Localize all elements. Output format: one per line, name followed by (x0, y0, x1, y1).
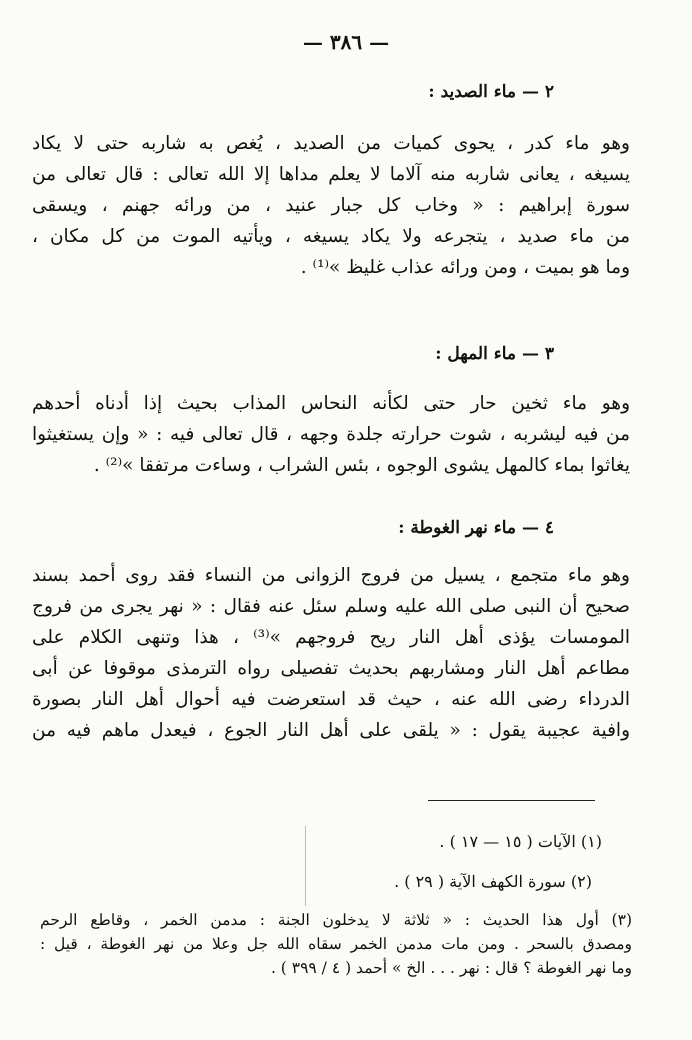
text-line: الدرداء رضى الله عنه ، حيث قد استعرضت فيه أحوال أهل النار بصورة (32, 689, 630, 710)
text-line: المومسات يؤذى أهل النار ريح فروجهم »⁽³⁾ ، هذا وتنهى الكلام على (32, 627, 630, 648)
text-line: من ماء صديد ، يتجرعه ولا يكاد يسيغه ، ويأتيه الموت من كل مكان ، (32, 226, 630, 247)
footnote-line: ومصدق بالسحر . ومن مات مدمن الخمر سقاه الله جل وعلا من نهر الغوطة ، قيل : (40, 935, 632, 953)
text-line: سورة إبراهيم : « وخاب كل جبار عنيد ، من ورائه جهنم ، ويسقى (32, 195, 630, 216)
scan-artifact-rule (305, 826, 306, 906)
text-line: صحيح أن النبى صلى الله عليه وسلم سئل عنه فقال : « نهر يجرى من فروج (32, 596, 630, 617)
section-heading-pus-water: ٢ — ماء الصديد : (428, 82, 554, 102)
text-line: وهو ماء ثخين حار حتى لكأنه النحاس المذاب بحيث إذا أدناه أحدهم (32, 393, 630, 414)
footnote-1: (١) الآيات ( ١٥ — ١٧ ) . (439, 832, 602, 851)
footnote-divider (428, 800, 595, 801)
section-paragraph-muhl-water (32, 388, 630, 481)
section-paragraph-ghawta-river (32, 560, 630, 746)
section-heading-muhl-water: ٣ — ماء المهل : (435, 344, 554, 364)
footnote-line: (٣) أول هذا الحديث : « ثلاثة لا يدخلون الجنة : مدمن الخمر ، وقاطع الرحم (40, 911, 632, 929)
footnote-line: وما نهر الغوطة ؟ قال : نهر . . . الخ » أحمد ( ٤ / ٣٩٩ ) . (270, 959, 632, 977)
text-line: وهو ماء كدر ، يحوى كميات من الصديد ، يُغص به شاربه حتى لا يكاد (32, 133, 630, 154)
text-line: من فيه ليشربه ، شوت حرارته جلدة وجهه ، قال تعالى فيه : « وإن يستغيثوا (32, 424, 630, 445)
text-line: يغاثوا بماء كالمهل يشوى الوجوه ، بئس الشراب ، وساءت مرتفقا »⁽²⁾ . (93, 455, 630, 476)
section-paragraph-pus-water (32, 128, 630, 283)
footnote-3 (40, 908, 632, 980)
section-heading-ghawta-river: ٤ — ماء نهر الغوطة : (398, 518, 554, 538)
text-line: وما هو بميت ، ومن ورائه عذاب غليظ »⁽¹⁾ . (300, 257, 630, 278)
footnote-2: (٢) سورة الكهف الآية ( ٢٩ ) . (394, 872, 592, 891)
text-line: وهو ماء متجمع ، يسيل من فروج الزوانى من النساء فقد روى أحمد بسند (32, 565, 630, 586)
page-number: — ٣٨٦ — (302, 30, 390, 54)
text-line: وافية عجيبة يقول : « يلقى على أهل النار الجوع ، فيعدل ماهم فيه من (32, 720, 630, 741)
text-line: مطاعم أهل النار ومشاربهم بحديث تفصيلى رواه الترمذى موقوفا عن أبى (32, 658, 630, 679)
text-line: يسيغه ، يعانى شاربه منه آلاما لا يعلم مداها إلا الله تعالى : قال تعالى من (32, 164, 630, 185)
